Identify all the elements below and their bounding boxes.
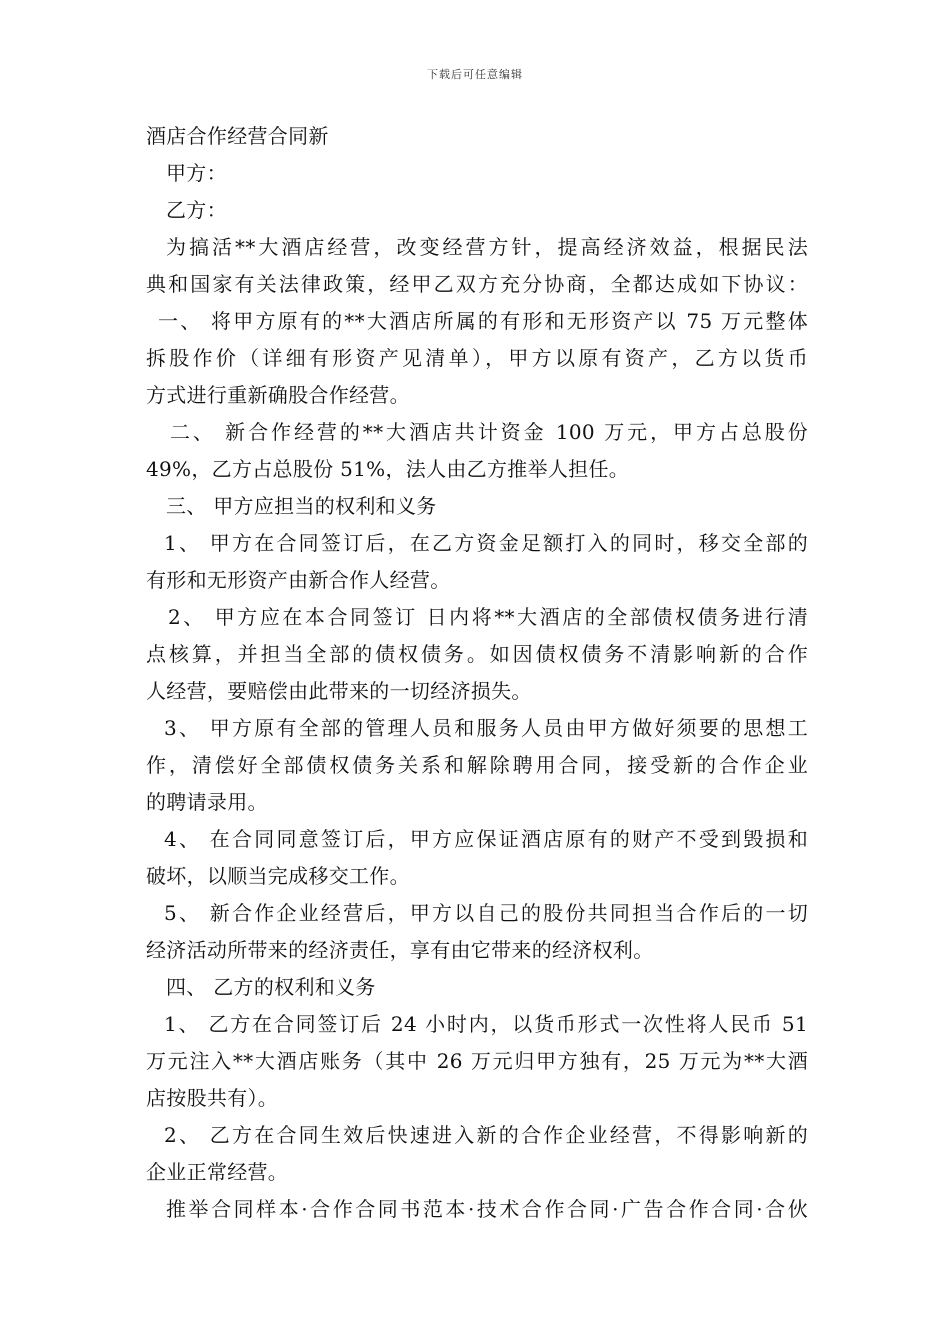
text-line: 乙方： <box>166 198 227 222</box>
text-line: 企业正常经营。 <box>146 1160 289 1184</box>
document-body <box>146 118 808 1228</box>
text-line: 点核算，并担当全部的债权债务。如因债权债务不清影响新的合作 <box>146 642 808 666</box>
text-line: 2、 乙方在合同生效后快速进入新的合作企业经营，不得影响新的 <box>164 1123 808 1147</box>
text-line: 甲方： <box>166 161 227 185</box>
text-line: 四、 乙方的权利和义务 <box>166 975 376 999</box>
text-line: 4、 在合同同意签订后，甲方应保证酒店原有的财产不受到毁损和 <box>164 827 808 851</box>
text-line: 二、 新合作经营的**大酒店共计资金 100 万元，甲方占总股份 <box>170 420 808 444</box>
text-line: 典和国家有关法律政策，经甲乙双方充分协商，全都达成如下协议： <box>146 272 808 296</box>
text-line: 49%，乙方占总股份 51%，法人由乙方推举人担任。 <box>146 457 630 481</box>
text-line: 作，清偿好全部债权债务关系和解除聘用合同，接受新的合作企业 <box>146 753 808 777</box>
text-line: 的聘请录用。 <box>146 790 268 814</box>
text-line: 1、 乙方在合同签订后 24 小时内，以货币形式一次性将人民币 51 <box>164 1012 808 1036</box>
text-line: 方式进行重新确股合作经营。 <box>146 383 410 407</box>
page-header: 下载后可任意编辑 <box>427 68 523 81</box>
text-line: 3、 甲方原有全部的管理人员和服务人员由甲方做好须要的思想工 <box>164 716 808 740</box>
text-line: 破坏，以顺当完成移交工作。 <box>146 864 410 888</box>
text-line: 为搞活**大酒店经营，改变经营方针，提高经济效益，根据民法 <box>166 235 808 259</box>
text-line: 5、 新合作企业经营后，甲方以自己的股份共同担当合作后的一切 <box>164 901 808 925</box>
document-title: 酒店合作经营合同新 <box>146 124 329 148</box>
text-line: 一、 将甲方原有的**大酒店所属的有形和无形资产以 75 万元整体 <box>158 309 808 333</box>
text-line: 三、 甲方应担当的权利和义务 <box>166 494 437 518</box>
text-line: 人经营，要赔偿由此带来的一切经济损失。 <box>146 679 532 703</box>
text-line: 推举合同样本·合作合同书范本·技术合作合同·广告合作合同·合伙 <box>166 1197 808 1221</box>
text-line: 1、 甲方在合同签订后，在乙方资金足额打入的同时，移交全部的 <box>164 531 808 555</box>
text-line: 拆股作价（详细有形资产见清单），甲方以原有资产，乙方以货币 <box>146 346 808 370</box>
text-line: 有形和无形资产由新合作人经营。 <box>146 568 451 592</box>
text-line: 2、 甲方应在本合同签订 日内将**大酒店的全部债权债务进行清 <box>168 605 808 629</box>
text-line: 万元注入**大酒店账务（其中 26 万元归甲方独有，25 万元为**大酒 <box>146 1049 808 1073</box>
text-line: 店按股共有）。 <box>146 1086 279 1110</box>
text-line: 经济活动所带来的经济责任，享有由它带来的经济权利。 <box>146 938 654 962</box>
